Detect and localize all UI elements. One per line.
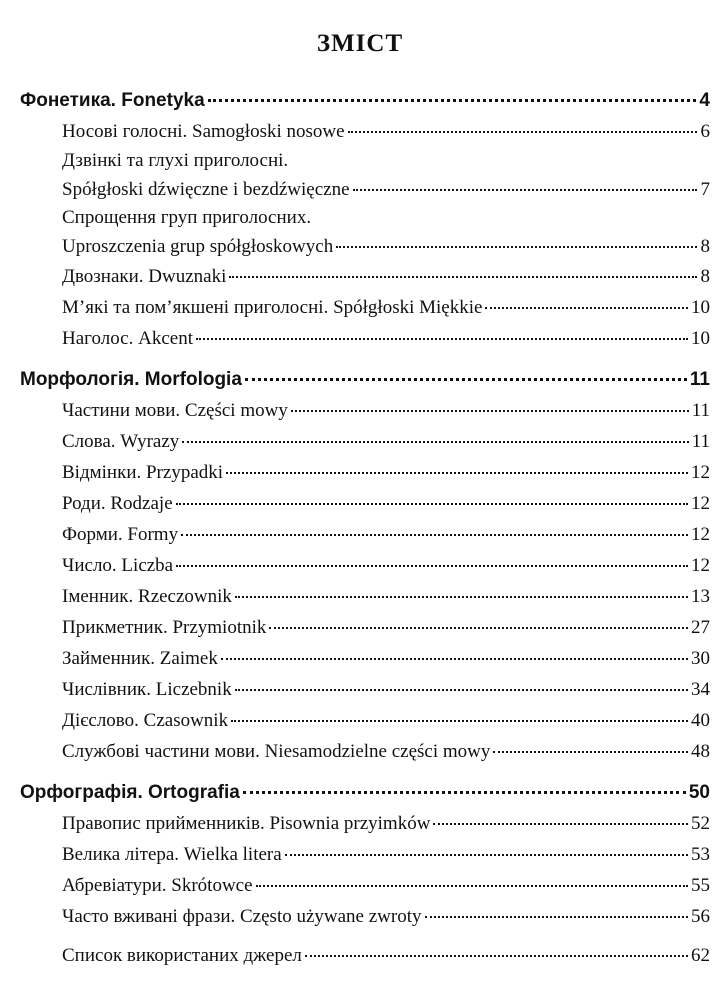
toc-page-number: 40: [691, 710, 710, 731]
toc-item-label: Число. Liczba: [62, 555, 174, 576]
toc-item[interactable]: [20, 839, 710, 870]
toc-item-label: Службові частини мови. Niesamodzielne części mowy: [62, 741, 491, 762]
toc-section-morphology[interactable]: [20, 364, 710, 395]
toc-section-phonetics[interactable]: [20, 85, 710, 116]
toc-page-number: 13: [691, 586, 710, 607]
toc-item[interactable]: [20, 736, 710, 767]
toc-item[interactable]: [20, 116, 710, 147]
toc-page-number: 12: [691, 524, 710, 545]
toc-item-label: Часто вживані фрази. Często używane zwroty: [62, 906, 422, 927]
toc-item[interactable]: [20, 457, 710, 488]
toc-item-label: М’які та пом’якшені приголосні. Spółgłoski Miękkie: [62, 297, 483, 318]
toc-item[interactable]: [20, 612, 710, 643]
toc-item-label: Дзвінкі та глухі приголосні.: [62, 150, 289, 171]
toc-page-number: 8: [700, 266, 710, 287]
toc-item-label: Займенник. Zaimek: [62, 648, 218, 669]
leader-dots: [196, 338, 688, 340]
toc-page-number: 48: [691, 741, 710, 762]
leader-dots: [176, 503, 688, 505]
leader-dots: [208, 99, 697, 102]
toc-section-orthography[interactable]: [20, 777, 710, 808]
toc-page-number: 4: [699, 90, 710, 111]
leader-dots: [231, 720, 688, 722]
toc-page-number: 52: [691, 813, 710, 834]
toc-item-label: Слова. Wyrazy: [62, 431, 180, 452]
toc-page-number: 11: [691, 400, 710, 421]
toc-item[interactable]: [20, 147, 710, 175]
leader-dots: [229, 276, 697, 278]
toc-page-number: 11: [689, 369, 710, 390]
toc-item[interactable]: [20, 901, 710, 932]
toc-item-label: Дієслово. Czasownik: [62, 710, 229, 731]
leader-dots: [353, 189, 697, 191]
leader-dots: [269, 627, 688, 629]
toc-page-number: 12: [691, 462, 710, 483]
leader-dots: [176, 565, 688, 567]
toc-item[interactable]: [20, 870, 710, 901]
toc-item-label: Іменник. Rzeczownik: [62, 586, 232, 607]
toc-item-label: Правопис прийменників. Pisownia przyimków: [62, 813, 431, 834]
toc-page-number: 6: [700, 121, 710, 142]
page-title: ЗМІСТ: [316, 30, 404, 57]
toc-item-references[interactable]: [20, 940, 710, 971]
toc-section-label: Орфографія. Ortografia: [20, 782, 240, 803]
leader-dots: [256, 885, 688, 887]
leader-dots: [235, 596, 688, 598]
leader-dots: [291, 410, 689, 412]
toc-page-number: 34: [691, 679, 710, 700]
toc-page-number: 62: [691, 945, 710, 966]
toc-item-label: Роди. Rodzaje: [62, 493, 173, 514]
toc-item[interactable]: [20, 550, 710, 581]
toc-item-label: Uproszczenia grup spółgłoskowych: [62, 236, 334, 257]
toc-item-label: Прикметник. Przymiotnik: [62, 617, 267, 638]
leader-dots: [493, 751, 688, 753]
toc-item[interactable]: [20, 705, 710, 736]
toc-page-number: 55: [691, 875, 710, 896]
leader-dots: [285, 854, 688, 856]
toc-item-label: Форми. Formy: [62, 524, 179, 545]
toc-item[interactable]: [20, 674, 710, 705]
leader-dots: [181, 534, 688, 536]
toc-page-number: 56: [691, 906, 710, 927]
toc-page-number: 8: [700, 236, 710, 257]
toc-page-number: 30: [691, 648, 710, 669]
toc-item-label: Числівник. Liczebnik: [62, 679, 232, 700]
toc-page-number: 11: [691, 431, 710, 452]
toc-page-number: 12: [691, 493, 710, 514]
leader-dots: [425, 916, 689, 918]
toc-page-number: 10: [691, 328, 710, 349]
toc-item[interactable]: [20, 232, 710, 261]
table-of-contents: [20, 85, 710, 971]
toc-item[interactable]: [20, 323, 710, 354]
toc-item[interactable]: [20, 643, 710, 674]
toc-page-number: 50: [688, 782, 710, 803]
toc-page-number: 12: [691, 555, 710, 576]
toc-item-label: Абревіатури. Skrótowce: [62, 875, 253, 896]
leader-dots: [305, 955, 688, 957]
leader-dots: [243, 791, 686, 794]
leader-dots: [235, 689, 688, 691]
toc-item-label: Spółgłoski dźwięczne i bezdźwięczne: [62, 179, 350, 200]
leader-dots: [348, 131, 697, 133]
toc-item-label: Велика літера. Wielka litera: [62, 844, 282, 865]
toc-item[interactable]: [20, 488, 710, 519]
toc-item-label: Спрощення груп приголосних.: [62, 207, 312, 228]
toc-page-number: 10: [691, 297, 710, 318]
toc-item[interactable]: [20, 581, 710, 612]
toc-item[interactable]: [20, 808, 710, 839]
toc-section-label: Фонетика. Fonetyka: [20, 90, 205, 111]
leader-dots: [245, 378, 687, 381]
toc-item-label: Список використаних джерел: [62, 945, 302, 966]
toc-item[interactable]: [20, 426, 710, 457]
toc-item-label: Відмінки. Przypadki: [62, 462, 224, 483]
toc-item[interactable]: [20, 204, 710, 232]
toc-item[interactable]: [20, 175, 710, 204]
leader-dots: [221, 658, 688, 660]
leader-dots: [485, 307, 688, 309]
toc-item-label: Двознаки. Dwuznaki: [62, 266, 227, 287]
toc-section-label: Морфологія. Morfologia: [20, 369, 242, 390]
toc-item[interactable]: [20, 395, 710, 426]
toc-item-label: Наголос. Akcent: [62, 328, 193, 349]
toc-item[interactable]: [20, 519, 710, 550]
toc-item[interactable]: [20, 261, 710, 292]
leader-dots: [182, 441, 688, 443]
toc-item[interactable]: [20, 292, 710, 323]
toc-page-number: 53: [691, 844, 710, 865]
toc-item-label: Частини мови. Części mowy: [62, 400, 288, 421]
leader-dots: [433, 823, 688, 825]
toc-item-label: Носові голосні. Samogłoski nosowe: [62, 121, 345, 142]
toc-page-number: 27: [691, 617, 710, 638]
leader-dots: [336, 246, 697, 248]
toc-page-number: 7: [700, 179, 710, 200]
leader-dots: [226, 472, 688, 474]
